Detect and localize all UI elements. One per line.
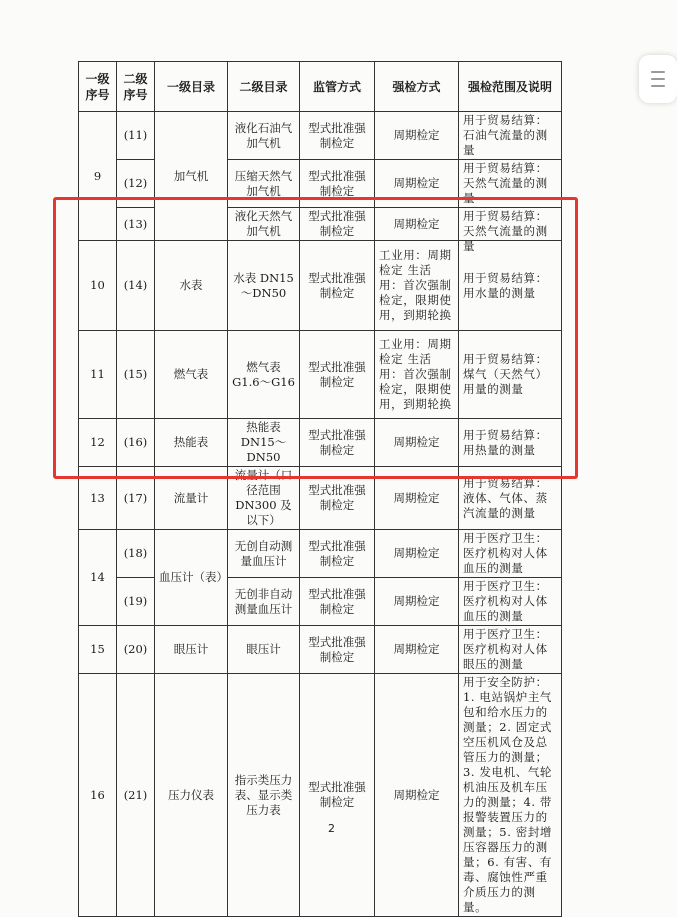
table-row xyxy=(79,578,562,626)
header-cell: 监管方式 xyxy=(300,62,375,112)
first-level-category: 流量计 xyxy=(155,467,228,530)
supervision-method: 型式批准强制检定 xyxy=(300,467,375,530)
first-level-number: 10 xyxy=(79,241,117,331)
first-level-category: 眼压计 xyxy=(155,626,228,674)
second-level-category: 燃气表 G1.6～G16 xyxy=(228,331,300,419)
supervision-method: 型式批准强制检定 xyxy=(300,419,375,467)
inspection-method: 周期检定 xyxy=(375,578,459,626)
supervision-method: 型式批准强制检定 xyxy=(300,578,375,626)
supervision-method: 型式批准强制检定 xyxy=(300,331,375,419)
header-cell: 强检范围及说明 xyxy=(459,62,562,112)
first-level-category: 水表 xyxy=(155,241,228,331)
table-row xyxy=(79,331,562,419)
table-row xyxy=(79,674,562,917)
regulation-table xyxy=(78,61,562,917)
inspection-method: 周期检定 xyxy=(375,419,459,467)
second-level-category: 水表 DN15～DN50 xyxy=(228,241,300,331)
second-level-category: 液化天然气加气机 xyxy=(234,209,293,238)
inspection-method: 周期检定 xyxy=(375,112,459,160)
header-cell: 二级序号 xyxy=(117,62,155,112)
supervision-method: 型式批准强制检定 xyxy=(308,209,366,238)
supervision-method: 型式批准强制检定 xyxy=(300,160,375,208)
first-level-number: 12 xyxy=(79,419,117,467)
first-level-number: 9 xyxy=(79,112,117,241)
first-level-number: 11 xyxy=(79,331,117,419)
first-level-category: 血压计（表） xyxy=(155,530,228,626)
second-level-category: 流量计（口径范围 DN300 及以下） xyxy=(228,467,300,530)
first-level-number: 15 xyxy=(79,626,117,674)
first-level-category: 压力仪表 xyxy=(155,674,228,917)
inspection-method: 工业用：周期检定 生活用：首次强制检定，限期使用，到期轮换 xyxy=(375,241,459,331)
first-level-category: 加气机 xyxy=(155,112,228,241)
inspection-scope: 用于贸易结算：天然气流量的测量 xyxy=(459,160,562,208)
table-row xyxy=(79,112,562,160)
second-level-category: 眼压计 xyxy=(228,626,300,674)
inspection-method: 周期检定 xyxy=(375,530,459,578)
inspection-scope: 用于贸易结算：用水量的测量 xyxy=(459,241,562,331)
supervision-method: 型式批准强制检定 xyxy=(300,626,375,674)
first-level-number: 16 xyxy=(79,674,117,917)
second-level-number: (12) xyxy=(117,160,155,208)
inspection-method: 周期检定 xyxy=(375,467,459,530)
regulation-table-container xyxy=(78,61,561,917)
table-row xyxy=(79,467,562,530)
inspection-scope: 用于贸易结算：石油气流量的测量 xyxy=(459,112,562,160)
table-row xyxy=(79,160,562,208)
header-cell: 强检方式 xyxy=(375,62,459,112)
inspection-method: 周期检定 xyxy=(375,160,459,208)
second-level-category: 液化石油气加气机 xyxy=(228,112,300,160)
second-level-category: 无创非自动测量血压计 xyxy=(228,578,300,626)
second-level-number: (14) xyxy=(117,241,155,331)
supervision-method: 型式批准强制检定 xyxy=(300,674,375,917)
inspection-method: 周期检定 xyxy=(375,674,459,917)
inspection-scope: 用于贸易结算：天然气流量的测量 xyxy=(463,209,548,253)
second-level-number: (21) xyxy=(117,674,155,917)
side-menu-icon[interactable] xyxy=(639,55,677,103)
inspection-scope: 用于贸易结算：液体、气体、蒸汽流量的测量 xyxy=(459,467,562,530)
second-level-category: 无创自动测量血压计 xyxy=(228,530,300,578)
inspection-method: 周期检定 xyxy=(375,626,459,674)
first-level-number: 14 xyxy=(79,530,117,626)
page-number: 2 xyxy=(328,822,335,835)
table-row xyxy=(79,530,562,578)
second-level-category: 压缩天然气加气机 xyxy=(228,160,300,208)
first-level-category: 燃气表 xyxy=(155,331,228,419)
inspection-method: 工业用：周期检定 生活用：首次强制检定，限期使用，到期轮换 xyxy=(375,331,459,419)
table-row xyxy=(79,626,562,674)
second-level-number: (11) xyxy=(117,112,155,160)
table-row xyxy=(79,208,562,241)
inspection-scope: 用于医疗卫生：医疗机构对人体血压的测量 xyxy=(459,530,562,578)
second-level-number: (19) xyxy=(117,578,155,626)
second-level-number: (15) xyxy=(117,331,155,419)
table-row xyxy=(79,241,562,331)
second-level-category: 指示类压力表、显示类压力表 xyxy=(228,674,300,917)
header-cell: 二级目录 xyxy=(228,62,300,112)
second-level-number: (13) xyxy=(117,208,155,241)
second-level-number: (20) xyxy=(117,626,155,674)
inspection-scope: 用于贸易结算：煤气（天然气）用量的测量 xyxy=(459,331,562,419)
first-level-number: 13 xyxy=(79,467,117,530)
supervision-method: 型式批准强制检定 xyxy=(300,530,375,578)
inspection-scope: 用于安全防护：1. 电站锅炉主气包和给水压力的测量；2. 固定式空压机风仓及总管压力的测量；3. 发电机、气轮机油压及机车压力的测量；4. 带报警装置压力的测量；5. 密封增压容器压力的测量；6. 有害、有毒、腐蚀性严重介质压力的测量。 xyxy=(459,674,562,917)
inspection-scope: 用于贸易结算：用热量的测量 xyxy=(459,419,562,467)
header-row xyxy=(79,62,562,112)
table-row xyxy=(79,419,562,467)
second-level-number: (16) xyxy=(117,419,155,467)
inspection-scope: 用于医疗卫生：医疗机构对人体血压的测量 xyxy=(459,578,562,626)
second-level-number: (17) xyxy=(117,467,155,530)
first-level-category: 热能表 xyxy=(155,419,228,467)
second-level-number: (18) xyxy=(117,530,155,578)
supervision-method: 型式批准强制检定 xyxy=(300,241,375,331)
supervision-method: 型式批准强制检定 xyxy=(300,112,375,160)
header-cell: 一级目录 xyxy=(155,62,228,112)
header-cell: 一级序号 xyxy=(79,62,117,112)
inspection-method: 周期检定 xyxy=(375,208,459,241)
second-level-category: 热能表 DN15～DN50 xyxy=(228,419,300,467)
inspection-scope: 用于医疗卫生：医疗机构对人体眼压的测量 xyxy=(459,626,562,674)
